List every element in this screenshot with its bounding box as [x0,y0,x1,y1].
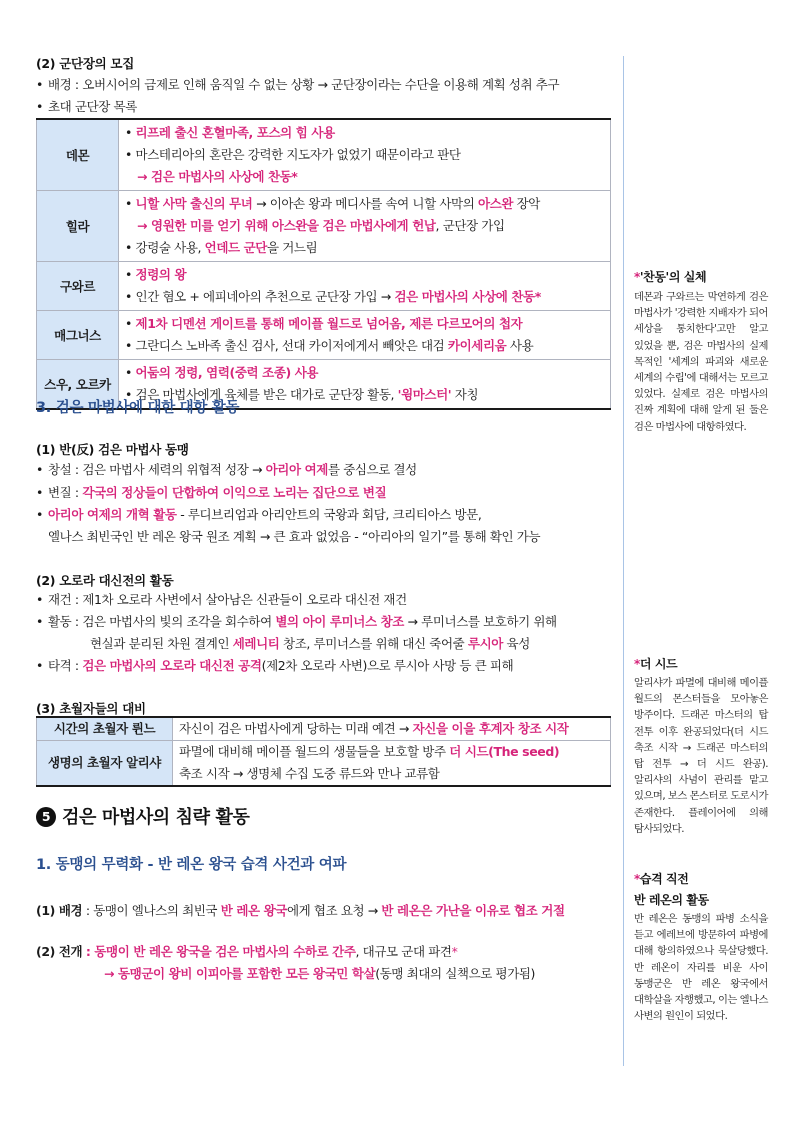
invasion-development-line: (2) 전개 : 동맹이 반 레온 왕국을 검은 마법사의 수하로 간주, 대규모 군대 파견* [36,944,458,959]
aurora-activity-line-2: 현실과 분리된 차원 결계인 세레니티 창조, 루미너스를 위해 대신 죽어줄 루시아 육성 [90,636,530,651]
chapter-title-invasion: 5 검은 마법사의 침략 활동 [36,803,249,829]
table-row [37,262,611,311]
note-before-raid: *습격 직전 반 레온의 활동 반 레온은 동맹의 파병 소식을 듣고 에레브에 방문하여 파병에 대해 항의하였으나 묵살당했다. 반 레온이 자리를 비운 사이 동맹군은 반 레온 왕국에서 대학살을 자행했고, 이는 엘나스 사변의 원인이 되었다. [634,870,768,1024]
note-subtitle: 반 레온의 활동 [634,893,709,907]
commander-name: 힐라 [37,191,119,262]
note-the-seed: *더 시드 알리샤가 파멸에 대비해 메이플 월드의 몬스터들을 모아놓은 방주이다. 드래곤 마스터의 탑 전투 이후 완공되었다(더 시드 축조 시작 → 드래곤 마스터의 탑 전투 → 더 시드 완공). 알리샤의 사념이 관리를 맡고 있으며, 보스 몬스터로 도로시가 존재한다. 플레이어에 의해 탐사되었다. [634,655,768,837]
note-endorsement: *'찬동'의 실체 데몬과 구와르는 막연하게 검은 마법사가 '강력한 지배자가 되어 세상을 통치한다'고만 알고 있었을 뿐, 검은 마법사의 실제 목적인 '세계의 파괴와 새로운 세계의 수립'에 대해서는 모르고 있었다. 실제로 검은 마법사의 진짜 계획에 대해 알게 된 둘은 검은 마법사에 대항하였다. [634,268,768,435]
note-body: 데몬과 구와르는 막연하게 검은 마법사가 '강력한 지배자가 되어 세상을 통치한다'고만 알고 있었을 뿐, 검은 마법사의 실제 목적인 '세계의 파괴와 새로운 세계의 수립'에 대해서는 모르고 있었다. 실제로 검은 마법사의 진짜 계획에 대해 알게 된 둘은 검은 마법사에 대항하였다. [634,291,768,433]
table-row [37,119,611,191]
transcendent-name: 시간의 초월자 륀느 [37,717,173,741]
subsection-title-alliance: (1) 반(反) 검은 마법사 동맹 [36,442,189,457]
commander-details: • 제1차 디멘션 게이트를 통해 메이플 월드로 넘어옴, 제른 다르모어의 첩자 • 그란디스 노바족 출신 검사, 선대 카이저에게서 빼앗은 대검 카이세리움 사용 [119,311,611,360]
transcendent-details: 자신이 검은 마법사에게 당하는 미래 예견 → 자신을 이을 후계자 창조 시작 [173,717,611,741]
background-text: 오버시어의 금제로 인해 움직일 수 없는 상황 → 군단장이라는 수단을 이용해 계획 성취 추구 [82,77,560,92]
section-title-alliance-neutralize: 1. 동맹의 무력화 - 반 레온 왕국 습격 사건과 여파 [36,857,347,873]
invasion-development-line-2: → 동맹군이 왕비 이피아를 포함한 모든 왕국민 학살(동맹 최대의 실책으로 평가됨) [104,966,536,981]
transcendent-table [36,716,611,787]
commander-details: • 어둠의 정령, 염력(중력 조종) 사용 • 검은 마법사에게 육체를 받은 대가로 군단장 활동, '윙마스터' 자칭 [119,360,611,410]
commander-details: • 니할 사막 출신의 무녀 → 이아손 왕과 메디사를 속여 니할 사막의 아스완 장악 → 영원한 미를 얻기 위해 아스완을 검은 마법사에게 헌납, 군단장 가입 • 강령술 사용, 언데드 군단을 거느림 [119,191,611,262]
aurora-activity-line: • 활동 : 검은 마법사의 빛의 조각을 회수하여 별의 아이 루미너스 창조 → 루미너스를 보호하기 위해 [36,614,557,629]
background-line: • 배경 : 오버시어의 금제로 인해 움직일 수 없는 상황 → 군단장이라는 수단을 이용해 계획 성취 추구 [36,77,560,92]
aurora-attack-line: • 타격 : 검은 마법사의 오로라 대신전 공격(제2차 오로라 사변)으로 루시아 사망 등 큰 피해 [36,658,514,673]
note-title: 습격 직전 [639,872,689,886]
transcendent-name: 생명의 초월자 알리샤 [37,741,173,787]
commander-details: • 정령의 왕 • 인간 혐오 + 에피네아의 추천으로 군단장 가입 → 검은 마법사의 사상에 찬동* [119,262,611,311]
background-label: 배경 [48,77,72,92]
invasion-background-line: (1) 배경 : 동맹이 엘나스의 최빈국 반 레온 왕국에게 협조 요청 → 반 레온은 가난을 이유로 협조 거절 [36,903,565,918]
subsection-title-commanders: (2) 군단장의 모집 [36,56,134,71]
transcendent-details: 파멸에 대비해 메이플 월드의 생물들을 보호할 방주 더 시드(The seed) 축조 시작 → 생명체 수집 도중 류드와 만나 교류함 [173,741,611,787]
subsection-title-transcendents: (3) 초월자들의 대비 [36,701,146,716]
list-title: 초대 군단장 목록 [48,99,137,114]
commander-name: 스우, 오르카 [37,360,119,410]
chapter-number-badge: 5 [36,807,56,827]
aria-reform-line: • 아리아 여제의 개혁 활동 - 루디브리엄과 아리안트의 국왕과 회담, 크리티아스 방문, [36,507,482,522]
column-divider [623,56,624,1066]
section-title-resistance: 3. 검은 마법사에 대한 대항 활동 [36,400,240,416]
commander-name: 데몬 [37,119,119,191]
table-row [37,191,611,262]
note-title: '찬동'의 실체 [639,270,707,284]
commander-table [36,118,611,410]
table-row [37,717,611,741]
note-body: 반 레온은 동맹의 파병 소식을 듣고 에레브에 방문하여 파병에 대해 항의하였으나 묵살당했다. 반 레온이 자리를 비운 사이 동맹군은 반 레온 왕국에서 대학살을 자행했고, 이는 엘나스 사변의 원인이 되었다. [634,913,768,1023]
commander-name: 구와르 [37,262,119,311]
subsection-title-aurora: (2) 오로라 대신전의 활동 [36,573,174,588]
note-title: 더 시드 [639,657,678,671]
commander-details: • 리프레 출신 혼혈마족, 포스의 힘 사용 • 마스테리아의 혼란은 강력한 지도자가 없었기 때문이라고 판단 → 검은 마법사의 사상에 찬동* [119,119,611,191]
commander-name: 매그너스 [37,311,119,360]
table-row [37,741,611,787]
list-title-line: • 초대 군단장 목록 [36,99,137,114]
alliance-change-line: • 변질 : 각국의 정상들이 단합하여 이익으로 노리는 집단으로 변질 [36,485,387,500]
aria-reform-line-2: 엘나스 최빈국인 반 레온 왕국 원조 계획 → 큰 효과 없었음 - “아리아의 일기”를 통해 확인 가능 [48,529,541,544]
table-row [37,311,611,360]
aurora-rebuild-line: • 재건 : 제1차 오로라 사변에서 살아남은 신관들이 오로라 대신전 재건 [36,592,407,607]
alliance-founding-line: • 창설 : 검은 마법사 세력의 위협적 성장 → 아리아 여제를 중심으로 결성 [36,462,417,477]
note-body: 알리샤가 파멸에 대비해 메이플 월드의 몬스터들을 모아놓은 방주이다. 드래곤 마스터의 탑 전투 이후 완공되었다(더 시드 축조 시작 → 드래곤 마스터의 탑 전투 → 더 시드 완공). 알리샤의 사념이 관리를 맡고 있으며, 보스 몬스터로 도로시가 존재한다. 플레이어에 의해 탐사되었다. [634,677,768,835]
